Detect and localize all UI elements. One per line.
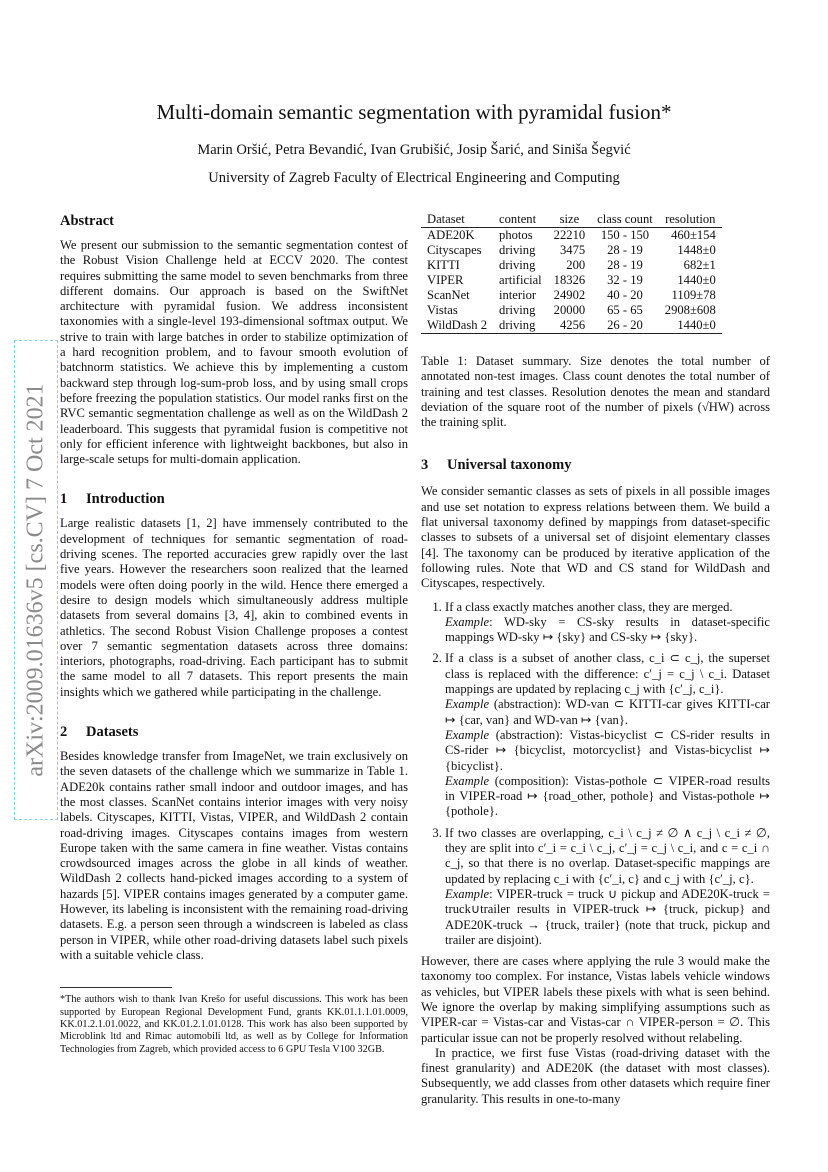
section-title: Datasets [86,724,139,741]
section-title: Universal taxonomy [447,457,572,474]
table-header-cell: size [548,212,591,228]
example-text: (abstraction): Vistas-bicyclist ⊂ CS-rider results in CS-rider ↦ {bicyclist, motorcyclist} and Vistas-bicyclist ↦ {bicyclist}. [445,727,770,773]
table-cell: 1109±78 [671,288,716,302]
rule-example [445,887,770,948]
table-cell: 28 - 19 [607,258,643,272]
paper-affiliation: University of Zagreb Faculty of Electrical Engineering and Computing [208,170,620,186]
footnote-rule [60,987,172,988]
example-label: Example [445,697,490,712]
table-row [421,303,722,318]
taxonomy-rule [445,600,770,646]
table-cell: 1440±0 [677,273,716,287]
table-cell: 18326 [553,273,586,287]
table-cell: 28 - 19 [607,243,643,257]
taxonomy-rules-list [421,600,770,949]
rule-text: If a class exactly matches another class, they are merged. [445,599,733,614]
example-label: Example [445,886,490,901]
arxiv-stamp [14,340,58,820]
table-cell: 32 - 19 [607,273,643,287]
abstract-heading: Abstract [60,213,114,229]
table-cell: interior [499,288,537,302]
rule-example [445,697,770,728]
table-row [421,243,722,258]
table-cell: VIPER [427,273,464,287]
table-header-cell: class count [591,212,659,228]
datasets-text: Besides knowledge transfer from ImageNet, we train exclusively on the seven datasets of the challenge which we summarize in Table 1. ADE20k contains rather small indoor and outdoor images, and has the most classes. ScanNet contains interior images with very noisy labels. Cityscapes, KITTI, Vistas, VIPER, and WildDash 2 contain road-driving images. Cityscapes contains images from western Europe taken with the same camera in fine weather. Vistas contains crowdsourced images across the globe in all kinds of weather. WildDash 2 collects hand-picked images according to a system of hazards [5]. VIPER contains images generated by a computer game. However, its labeling is inconsistent with the remaining road-driving datasets. E.g. a person seen through a windscreen is labeled as class person in VIPER, while other road-driving datasets label such pixels with a suitable vehicle class. [60,749,408,962]
footnote: *The authors wish to thank Ivan Krešo for useful discussions. This work has been supported by European Regional Development Fund, grants KK.01.1.1.01.0009, KK.01.2.1.01.0022, and KK.01.2.1.01.0128. This work has also been supported by Microblink ltd and Rimac automobili ltd, as well as by College for Information Technologies from Zagreb, which provided access to 6 GPU Tesla V100 32GB. [60,994,408,1055]
taxonomy-rule [445,826,770,948]
example-label: Example [445,773,490,788]
table-row [421,273,722,288]
table-cell: 4256 [548,318,591,334]
paper-authors: Marin Oršić, Petra Bevandić, Ivan Grubišić, Josip Šarić, and Siniša Šegvić [197,142,631,158]
taxonomy-rule [445,651,770,819]
table-cell: 3475 [559,243,586,257]
table-cell: driving [493,318,548,334]
example-text: : VIPER-truck = truck ∪ pickup and ADE20K-truck = truck∪trailer results in VIPER-truck ↦ {truck, pickup} and ADE20K-truck → {truck, trailer} (note that truck, pickup and trailer are disjoint). [445,886,770,947]
table-cell: driving [499,303,536,317]
table-row [421,318,722,334]
table-cell: Vistas [427,303,458,317]
table-row [421,258,722,273]
table-cell: driving [499,258,536,272]
rule-example [445,728,770,774]
table-header-cell: Dataset [421,212,493,228]
table-cell: 150 - 150 [600,228,650,242]
table-cell: 460±154 [671,228,716,242]
table-cell: ADE20K [427,228,475,242]
introduction-text: Large realistic datasets [1, 2] have immensely contributed to the development of techniques for semantic segmentation of road-driving scenes. The reported accuracies grew rapidly over the last five years. However the researchers soon realized that the learned models were often doing poorly in the wild. Hence there emerged a desire to design models which simultaneously address multiple datasets from several domains [3, 4], akin to combined events in athletics. The second Robust Vision Challenge proposes a contest over 7 semantic segmentation datasets across three domains: interiors, photographs, road-driving. Each participant has to submit the same model to all 7 datasets. This report presents the main insights which we gathered while participating in the challenge. [60,516,408,699]
table-row [421,288,722,303]
dataset-summary-table [421,212,722,334]
section-number: 1 [60,491,68,508]
example-label: Example [445,614,490,629]
table-row [421,228,722,244]
table-cell: 40 - 20 [607,288,643,302]
table-cell: 24902 [553,288,586,302]
table-cell: 65 - 65 [607,303,643,317]
table-cell: 682±1 [683,258,716,272]
datasets-heading [60,723,408,741]
table-header-cell: resolution [659,212,722,228]
taxonomy-intro: We consider semantic classes as sets of pixels in all possible images and use set notation to express relations between them. We build a flat universal taxonomy defined by mappings from dataset-specific classes to subsets of a universal set of disjoint elementary classes [4]. The taxonomy can be produced by iterative application of the following rules. Note that WD and CS stand for WildDash and Cityscapes, respectively. [421,484,770,591]
table-caption: Table 1: Dataset summary. Size denotes the total number of annotated non-test images. Class count denotes the total number of training and test classes. Resolution denotes the mean and standard deviation of the square root of the number of pixels (√HW) across the training split. [421,354,770,430]
taxonomy-paragraph: In practice, we first fuse Vistas (road-driving dataset with the finest granularity) and ADE20K (the dataset with most classes). Subsequently, we add classes from other datasets which require finer granularity. This results in one-to-many [421,1045,770,1106]
example-label: Example [445,727,490,742]
section-title: Introduction [86,491,165,508]
taxonomy-heading [421,456,770,474]
table-cell: artificial [499,273,542,287]
rule-text: If two classes are overlapping, c_i \ c_j ≠ ∅ ∧ c_j \ c_i ≠ ∅, they are split into c′_i = c_i \ c_j, c′_j = c_j \ c_i, and c = c_i ∩ c_j, so that there is no overlap. Dataset-specific mappings are updated by replacing c_i with {c′_i, c} and c_j with {c′_j, c}. [445,825,770,886]
example-text: (composition): Vistas-pothole ⊂ VIPER-road results in VIPER-road ↦ {road_other, pothole} and Vistas-pothole ↦ {pothole}. [445,773,770,819]
left-column [60,212,408,1056]
table-cell: ScanNet [427,288,470,302]
table-cell: 20000 [553,303,586,317]
right-column [421,212,770,1107]
rule-text: If a class is a subset of another class, c_i ⊂ c_j, the superset class is replaced with the difference: c′_j = c_j \ c_i. Dataset mappings are updated by replacing c_j with {c′_j, c_i}. [445,651,770,697]
table-cell: 26 - 20 [591,318,659,334]
table-body [421,228,722,334]
table-cell: driving [499,243,536,257]
abstract-text: We present our submission to the semantic segmentation contest of the Robust Vision Challenge held at ECCV 2020. The contest requires submitting the same model to seven benchmarks from three different domains. Our approach is based on the SwiftNet architecture with pyramidal fusion. We address inconsistent taxonomies with a single-level 193-dimensional softmax output. We strive to train with large batches in order to stabilize optimization of a hard recognition problem, and to favour smooth evolution of batchnorm statistics. We achieve this by implementing a custom backward step through log-sum-prob loss, and by using small crops before freezing the population statistics. Our model ranks first on the RVC semantic segmentation challenge as well as on the WildDash 2 leaderboard. This suggests that pyramidal fusion is competitive not only for efficient inference with lightweight backbones, but also in large-scale setups for multi-domain application. [60,238,408,467]
section-number: 2 [60,724,68,741]
introduction-heading [60,490,408,508]
table-cell: Cityscapes [427,243,482,257]
table-cell: 22210 [553,228,586,242]
paper-title: Multi-domain semantic segmentation with pyramidal fusion* [156,100,672,124]
table-header-cell: content [493,212,548,228]
table-header-row [421,212,722,228]
taxonomy-paragraph: However, there are cases where applying the rule 3 would make the taxonomy too complex. For instance, Vistas labels vehicle windows as vehicles, but VIPER labels these pixels with what is seen behind. We ignore the overlap by making simplifying assumptions such as VIPER-car = Vistas-car and Vistas-car ∩ VIPER-person = ∅. This particular issue can not be properly resolved without relabeling. [421,954,770,1045]
table-cell: KITTI [427,258,460,272]
table-cell: WildDash 2 [421,318,493,334]
rule-example [445,615,770,646]
table-cell: photos [499,228,533,242]
table-cell: 200 [566,258,586,272]
rule-example [445,774,770,820]
section-number: 3 [421,457,429,474]
table-cell: 2908±608 [664,303,716,317]
arxiv-id: arXiv:2009.01636v5 [cs.CV] 7 Oct 2021 [22,383,49,777]
example-text: (abstraction): WD-van ⊂ KITTI-car gives KITTI-car ↦ {car, van} and WD-van ↦ {van}. [445,697,770,727]
table-cell: 1440±0 [659,318,722,334]
table-cell: 1448±0 [677,243,716,257]
example-text: : WD-sky = CS-sky results in dataset-specific mappings WD-sky ↦ {sky} and CS-sky ↦ {sky}. [445,614,770,645]
